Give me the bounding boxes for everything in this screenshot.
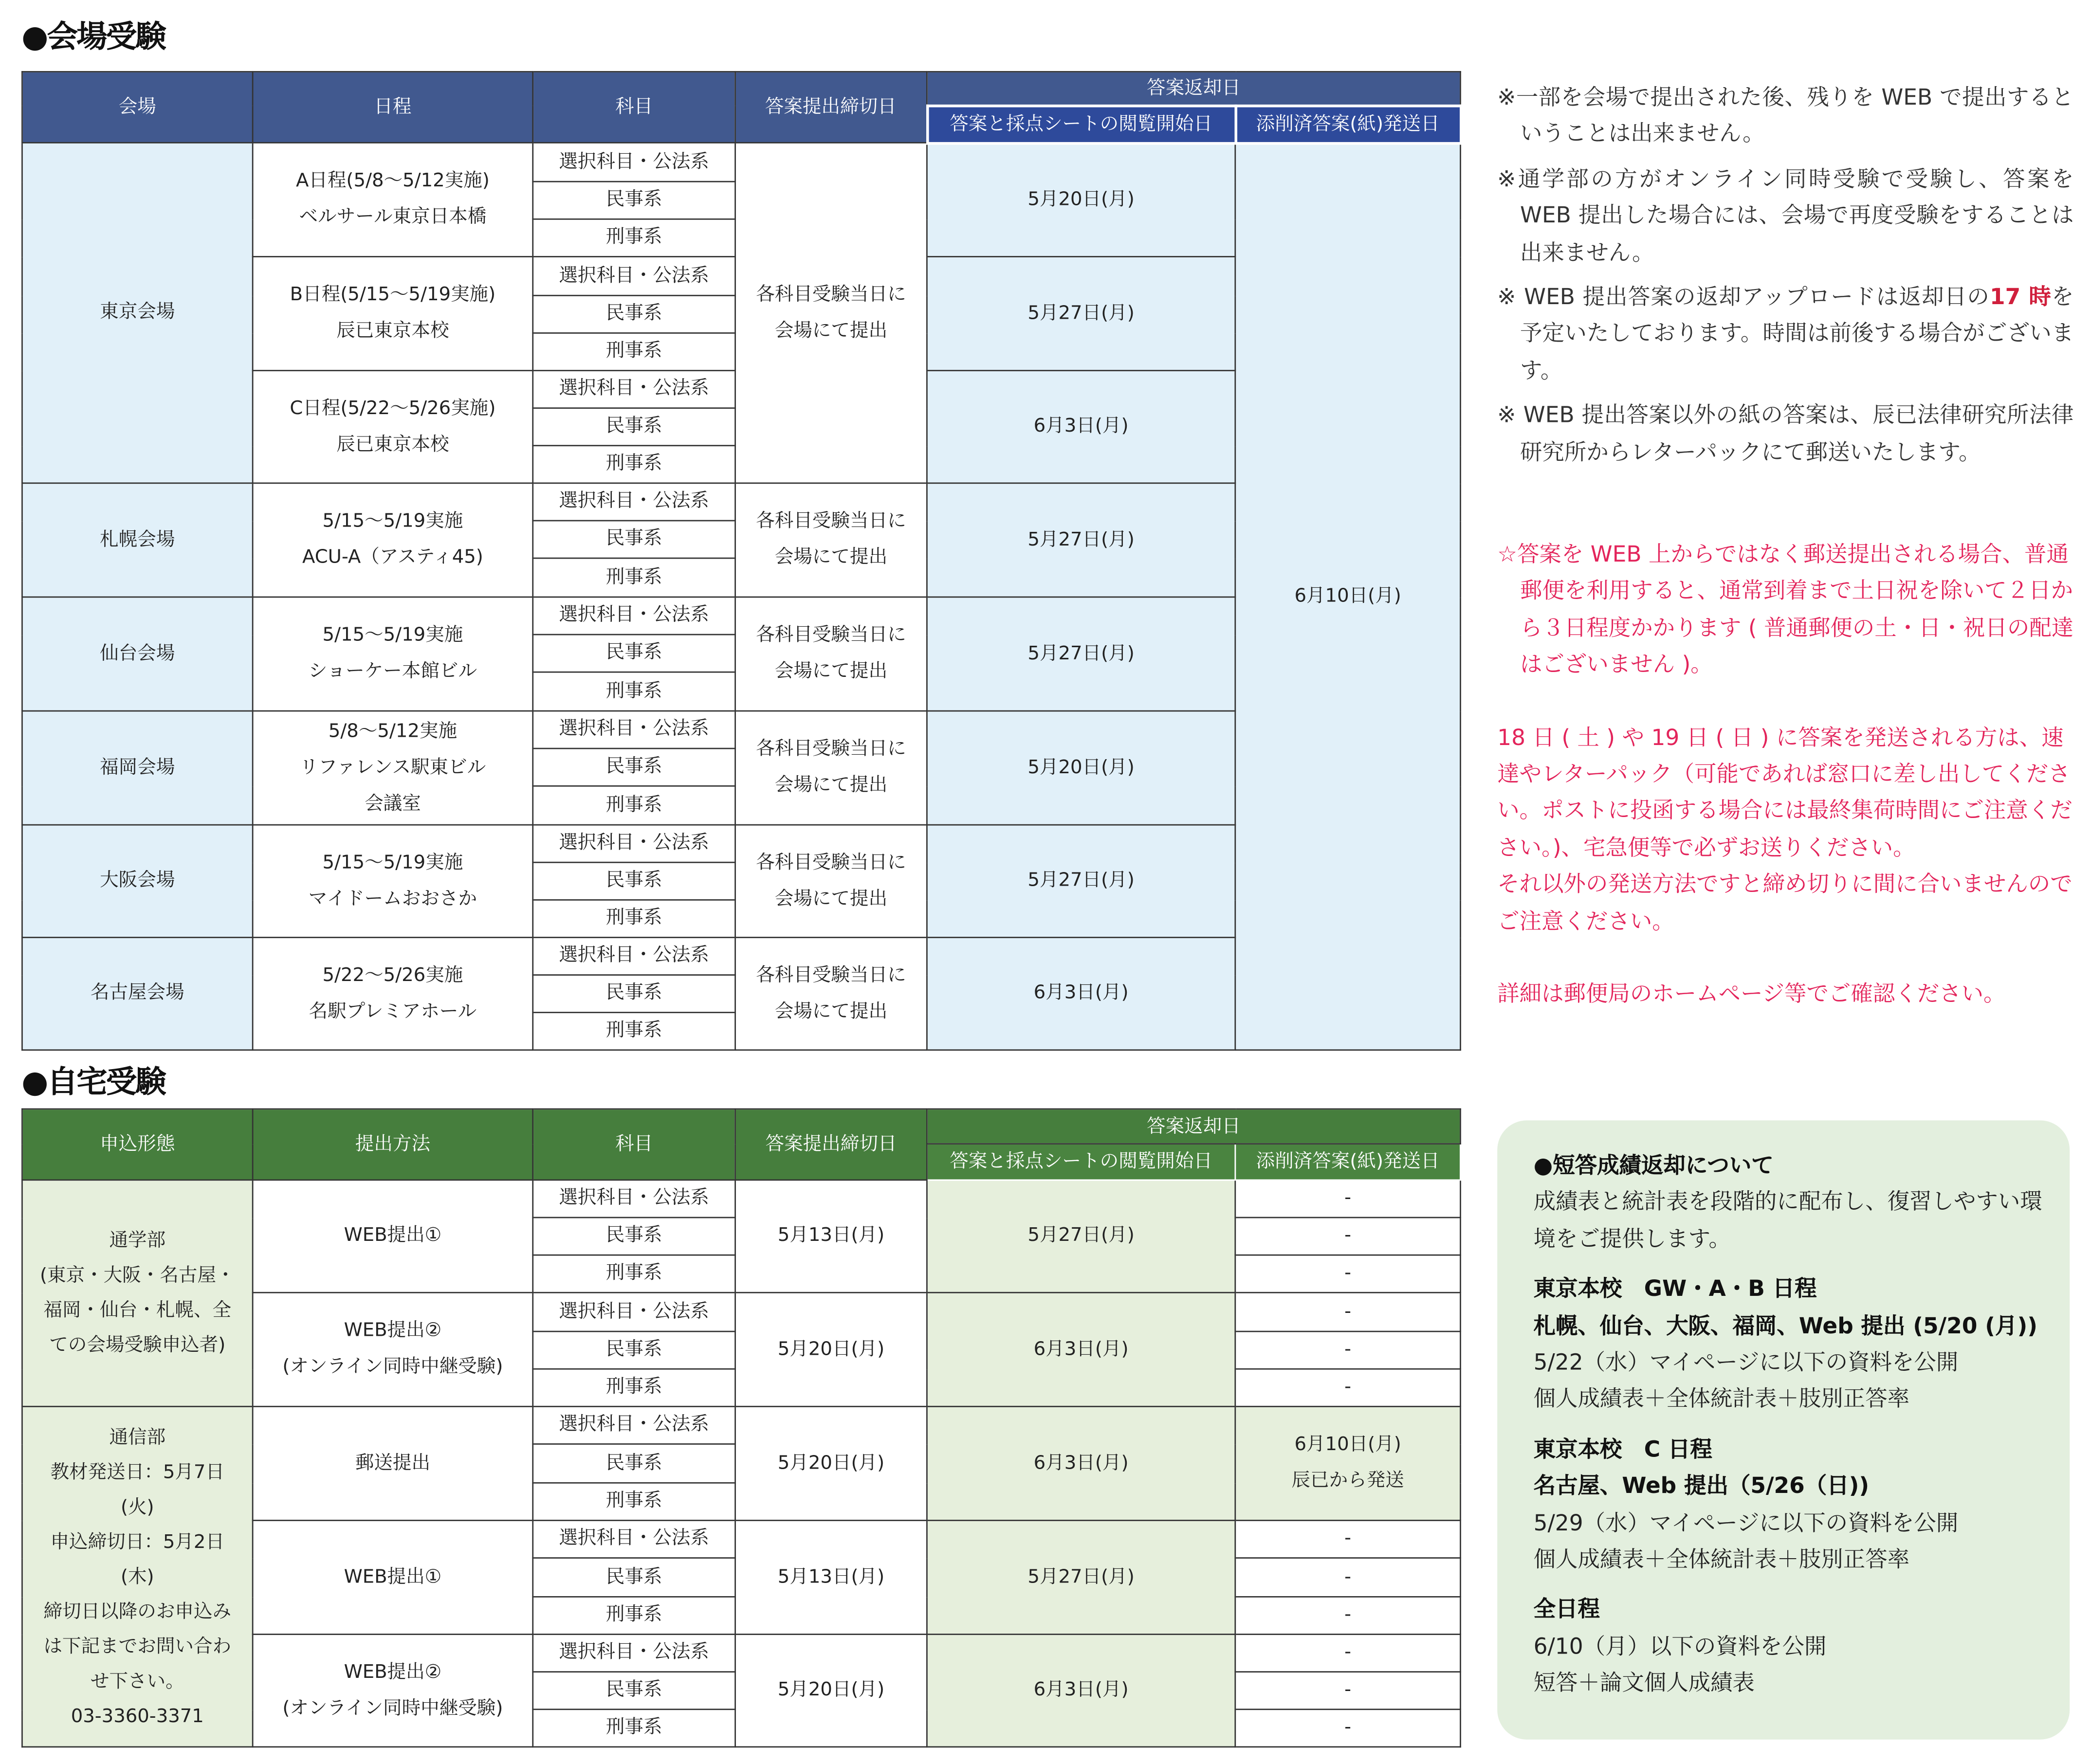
header-view-start: 答案と採点シートの閲覧開始日 (927, 105, 1235, 143)
venue-cell: 仙台会場 (22, 597, 253, 711)
venue-cell: 名古屋会場 (22, 937, 253, 1050)
subject-cell: 民事系 (533, 1331, 735, 1369)
subject-cell: 刑事系 (533, 1255, 735, 1292)
subject-cell: 民事系 (533, 295, 735, 333)
notes-block (1497, 79, 2073, 470)
note-4: ※ WEB 提出答案以外の紙の答案は、辰已法律研究所法律研究所からレターパックにて郵送いたします。 (1497, 402, 2074, 465)
header-method: 提出方法 (253, 1109, 533, 1180)
header-paper-ship: 添削済答案(紙)発送日 (1235, 105, 1461, 143)
header-subject: 科目 (533, 1109, 735, 1180)
subject-cell: 選択科目・公法系 (533, 937, 735, 975)
view-start-cell: 5月27日(月) (927, 1520, 1235, 1634)
deadline-cell: 各科目受験当日に 会場にて提出 (735, 937, 927, 1050)
group3-line-1: 6/10（月）以下の資料を公開 (1533, 1633, 1827, 1659)
home-exam-table (21, 1109, 1461, 1748)
box-title: ●短答成績返却について (1533, 1152, 1774, 1178)
subject-cell: 民事系 (533, 1218, 735, 1255)
group3-heading: 全日程 (1533, 1597, 1600, 1622)
group3-line-2: 短答＋論文個人成績表 (1533, 1670, 1755, 1696)
subject-cell: 刑事系 (533, 1013, 735, 1050)
subject-cell: 民事系 (533, 408, 735, 446)
view-start-cell: 5月27日(月) (927, 483, 1235, 597)
pink-note-3: 詳細は郵便局のホームページ等でご確認ください。 (1497, 981, 2006, 1007)
subject-cell: 選択科目・公法系 (533, 483, 735, 521)
tsushin-cell: 通信部 教材発送日：5月7日 (火) 申込締切日：5月2日 (木) 締切日以降のお申込み は下記までお問い合わ せ下さい。 03-3360-3371 (22, 1406, 253, 1747)
group1-line-2: 個人成績表＋全体統計表＋肢別正答率 (1533, 1386, 1910, 1412)
deadline-cell: 各科目受験当日に 会場にて提出 (735, 711, 927, 825)
deadline-cell: 5月20日(月) (735, 1292, 927, 1406)
subject-cell: 選択科目・公法系 (533, 370, 735, 408)
deadline-cell: 5月20日(月) (735, 1406, 927, 1520)
header-return-date: 答案返却日 (927, 1109, 1460, 1144)
dash-cell: - (1235, 1180, 1461, 1218)
subject-cell: 選択科目・公法系 (533, 256, 735, 295)
note-3: ※ WEB 提出答案の返却アップロードは返却日の17 時を予定いたしております。時間は前後する場合がございます。 (1497, 284, 2074, 383)
subject-cell: 民事系 (533, 748, 735, 786)
view-start-cell: 6月3日(月) (927, 370, 1235, 483)
subject-cell: 刑事系 (533, 446, 735, 483)
subject-cell: 選択科目・公法系 (533, 825, 735, 862)
subject-cell: 刑事系 (533, 1597, 735, 1634)
dash-cell: - (1235, 1709, 1461, 1747)
subject-cell: 選択科目・公法系 (533, 1635, 735, 1672)
group2-heading-2: 名古屋、Web 提出（5/26（日)) (1533, 1473, 1870, 1499)
pink-note-1: 18 日 ( 土 ) や 19 日 ( 日 ) に答案を発送される方は、速達やレターパック（可能であれば窓口に差し出してください。ポストに投函する場合には最終集荷時間にご注意ください。)、宅急便等で必ずお送りください。 (1497, 724, 2073, 860)
header-type: 申込形態 (22, 1109, 253, 1180)
method-cell: 郵送提出 (253, 1406, 533, 1520)
deadline-cell: 5月13日(月) (735, 1520, 927, 1634)
subject-cell: 刑事系 (533, 333, 735, 370)
paper-ship-cell: 6月10日(月) 辰已から発送 (1235, 1406, 1461, 1520)
view-start-cell: 5月20日(月) (927, 143, 1235, 256)
header-schedule: 日程 (253, 72, 533, 143)
method-cell: WEB提出① (253, 1180, 533, 1292)
tsugaku-cell: 通学部 (東京・大阪・名古屋・ 福岡・仙台・札幌、全 ての会場受験申込者) (22, 1180, 253, 1406)
short-answer-box (1497, 1120, 2070, 1739)
method-cell: WEB提出② (オンライン同時中継受験) (253, 1292, 533, 1406)
deadline-cell: 各科目受験当日に 会場にて提出 (735, 825, 927, 937)
note-1: ※一部を会場で提出された後、残りを WEB で提出するということは出来ません。 (1497, 84, 2074, 147)
group2-line-2: 個人成績表＋全体統計表＋肢別正答率 (1533, 1546, 1910, 1572)
subject-cell: 選択科目・公法系 (533, 1520, 735, 1558)
venue-cell: 福岡会場 (22, 711, 253, 825)
subject-cell: 刑事系 (533, 1709, 735, 1747)
subject-cell: 刑事系 (533, 1483, 735, 1520)
subject-cell: 民事系 (533, 1558, 735, 1597)
venue-cell: 大阪会場 (22, 825, 253, 937)
header-deadline: 答案提出締切日 (735, 1109, 927, 1180)
method-cell: WEB提出② (オンライン同時中継受験) (253, 1635, 533, 1747)
dash-cell: - (1235, 1331, 1461, 1369)
schedule-cell: 5/15～5/19実施 ACU-A（アスティ45) (253, 483, 533, 597)
subject-cell: 民事系 (533, 1672, 735, 1709)
subject-cell: 民事系 (533, 635, 735, 672)
subject-cell: 刑事系 (533, 786, 735, 825)
schedule-cell: B日程(5/15～5/19実施) 辰已東京本校 (253, 256, 533, 370)
group1-line-1: 5/22（水）マイページに以下の資料を公開 (1533, 1349, 1959, 1375)
subject-cell: 選択科目・公法系 (533, 1292, 735, 1331)
dash-cell: - (1235, 1292, 1461, 1331)
view-start-cell: 6月3日(月) (927, 1635, 1235, 1747)
dash-cell: - (1235, 1672, 1461, 1709)
venue-exam-table (21, 71, 1462, 1051)
subject-cell: 民事系 (533, 182, 735, 219)
dash-cell: - (1235, 1255, 1461, 1292)
schedule-cell: 5/8～5/12実施 リファレンス駅東ビル 会議室 (253, 711, 533, 825)
header-return-date: 答案返却日 (927, 72, 1460, 105)
dash-cell: - (1235, 1558, 1461, 1597)
header-subject: 科目 (533, 72, 735, 143)
subject-cell: 選択科目・公法系 (533, 711, 735, 748)
view-start-cell: 5月27日(月) (927, 597, 1235, 711)
subject-cell: 選択科目・公法系 (533, 597, 735, 635)
schedule-cell: C日程(5/22～5/26実施) 辰已東京本校 (253, 370, 533, 483)
star-note: ☆答案を WEB 上からではなく郵送提出される場合、普通郵便を利用すると、通常到着まで土日祝を除いて２日から３日程度かかります ( 普通郵便の土・日・祝日の配達はございません )。 (1497, 541, 2074, 677)
schedule-cell: 5/15～5/19実施 ショーケー本館ビル (253, 597, 533, 711)
view-start-cell: 6月3日(月) (927, 1292, 1235, 1406)
view-start-cell: 5月27日(月) (927, 825, 1235, 937)
schedule-cell: 5/22～5/26実施 名駅プレミアホール (253, 937, 533, 1050)
subject-cell: 刑事系 (533, 1369, 735, 1406)
mail-notes (1497, 536, 2076, 1013)
subject-cell: 民事系 (533, 1444, 735, 1483)
header-deadline: 答案提出締切日 (735, 72, 927, 143)
subject-cell: 民事系 (533, 521, 735, 558)
schedule-cell: 5/15～5/19実施 マイドームおおさか (253, 825, 533, 937)
subject-cell: 刑事系 (533, 672, 735, 711)
group1-heading-2: 札幌、仙台、大阪、福岡、Web 提出 (5/20 (月)) (1533, 1312, 2038, 1339)
subject-cell: 選択科目・公法系 (533, 1180, 735, 1218)
home-section-title: ●自宅受験 (21, 1065, 165, 1101)
header-paper-ship: 添削済答案(紙)発送日 (1235, 1144, 1461, 1180)
subject-cell: 民事系 (533, 862, 735, 900)
group1-heading: 東京本校 GW・A・B 日程 (1533, 1276, 1817, 1302)
deadline-cell: 5月13日(月) (735, 1180, 927, 1292)
group2-line-1: 5/29（水）マイページに以下の資料を公開 (1533, 1509, 1959, 1536)
subject-cell: 刑事系 (533, 558, 735, 597)
view-start-cell: 6月3日(月) (927, 937, 1235, 1050)
dash-cell: - (1235, 1520, 1461, 1558)
venue-section-title: ●会場受験 (21, 20, 165, 55)
view-start-cell: 5月20日(月) (927, 711, 1235, 825)
subject-cell: 刑事系 (533, 219, 735, 256)
deadline-cell: 各科目受験当日に 会場にて提出 (735, 143, 927, 483)
note-2: ※通学部の方がオンライン同時受験で受験し、答案を WEB 提出した場合には、会場で再度受験をすることは出来ません。 (1497, 165, 2074, 265)
pink-note-2: それ以外の発送方法ですと締め切りに間に合いませんのでご注意ください。 (1497, 871, 2073, 934)
dash-cell: - (1235, 1218, 1461, 1255)
subject-cell: 刑事系 (533, 900, 735, 937)
venue-cell: 東京会場 (22, 143, 253, 483)
view-start-cell: 6月3日(月) (927, 1406, 1235, 1520)
subject-cell: 民事系 (533, 975, 735, 1013)
schedule-cell: A日程(5/8～5/12実施) ベルサール東京日本橋 (253, 143, 533, 256)
header-venue: 会場 (22, 72, 253, 143)
method-cell: WEB提出① (253, 1520, 533, 1634)
view-start-cell: 5月27日(月) (927, 1180, 1235, 1292)
dash-cell: - (1235, 1597, 1461, 1634)
dash-cell: - (1235, 1369, 1461, 1406)
subject-cell: 選択科目・公法系 (533, 1406, 735, 1444)
subject-cell: 選択科目・公法系 (533, 143, 735, 182)
paper-ship-cell: 6月10日(月) (1235, 143, 1461, 1050)
venue-cell: 札幌会場 (22, 483, 253, 597)
deadline-cell: 各科目受験当日に 会場にて提出 (735, 483, 927, 597)
box-intro: 成績表と統計表を段階的に配布し、復習しやすい環境をご提供します。 (1533, 1189, 2042, 1252)
header-view-start: 答案と採点シートの閲覧開始日 (927, 1144, 1235, 1180)
deadline-cell: 5月20日(月) (735, 1635, 927, 1747)
group2-heading: 東京本校 C 日程 (1533, 1436, 1712, 1462)
view-start-cell: 5月27日(月) (927, 256, 1235, 370)
deadline-cell: 各科目受験当日に 会場にて提出 (735, 597, 927, 711)
dash-cell: - (1235, 1635, 1461, 1672)
